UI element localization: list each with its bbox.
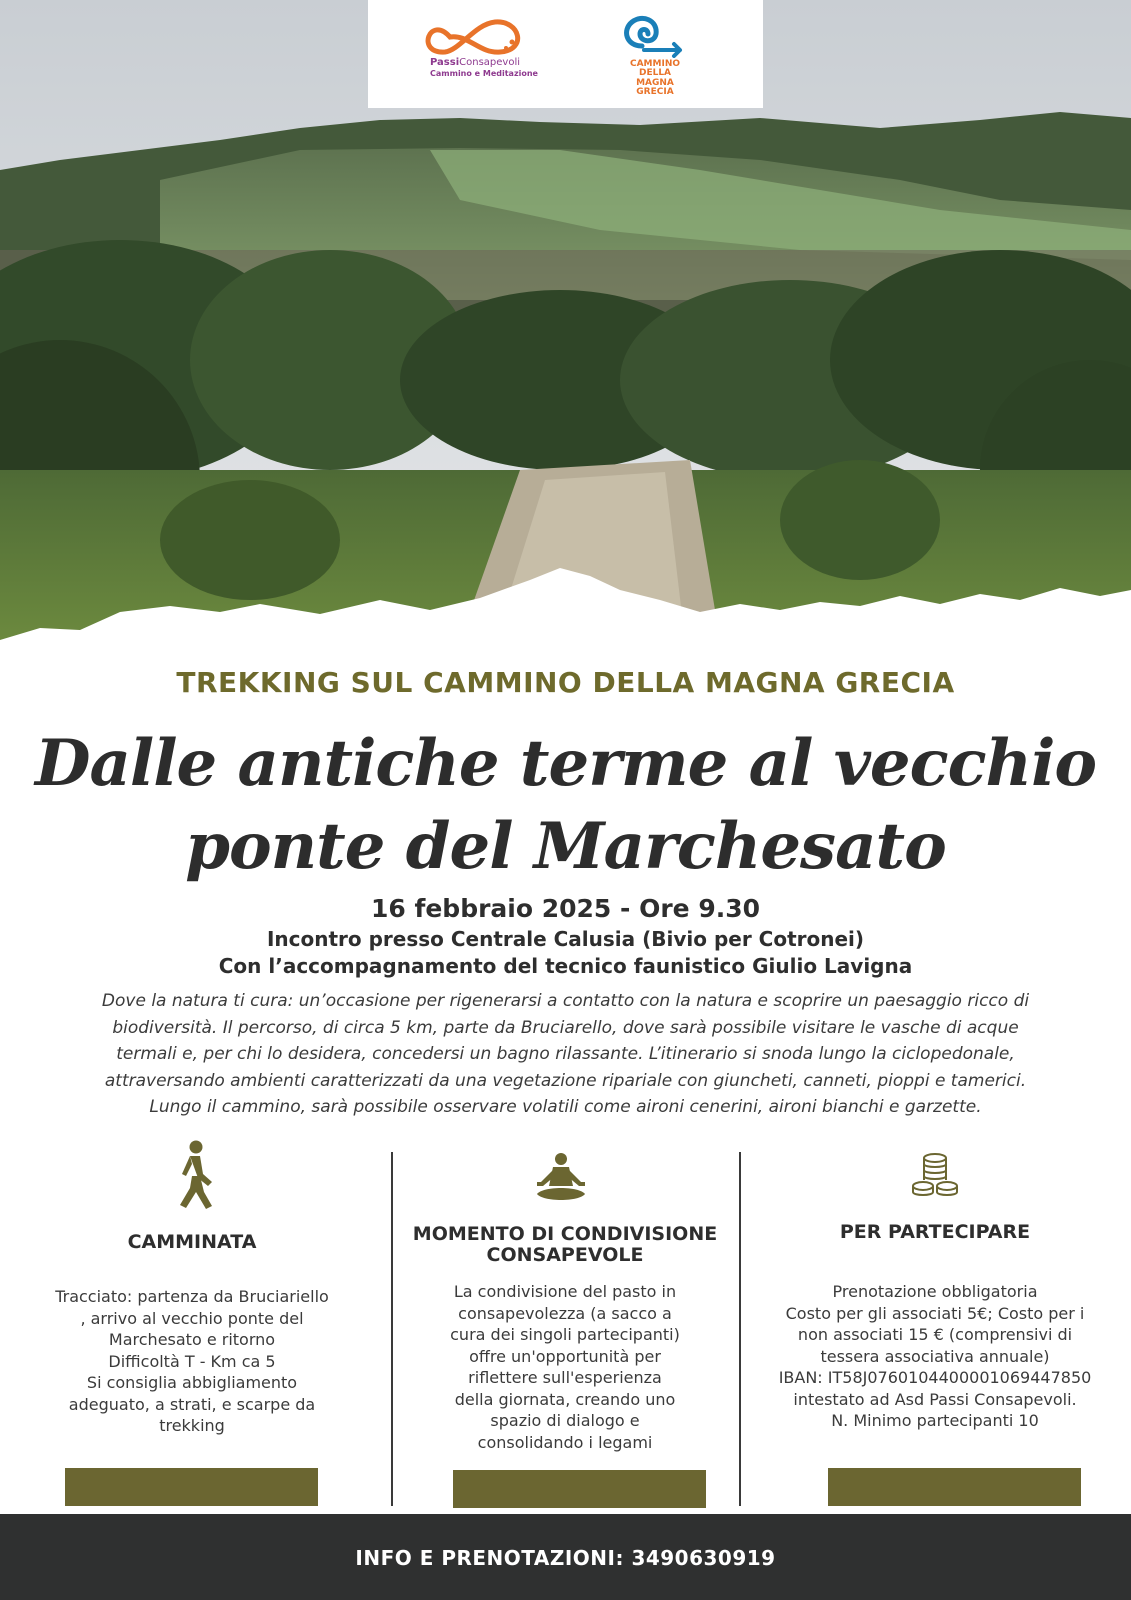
walking-person-icon [172,1140,216,1210]
olive-bar [828,1468,1081,1506]
passi-consapevoli-logo-text: PassiConsapevoli Cammino e Meditazione [430,57,538,78]
magna-grecia-logo-text: CAMMINO DELLA MAGNA GRECIA [629,59,680,98]
body-line: offre un'opportunità per [469,1346,661,1366]
column-title: CAMMINATA [127,1231,257,1253]
event-title-line-1: Dalle antiche terme al vecchio [34,726,1097,801]
column-body [22,1286,362,1437]
body-line: Si consiglia abbigliamento [86,1373,298,1392]
column-body [395,1281,735,1453]
description-line: termali e, per chi lo desidera, concedersi un bagno rilassante. L’itinerario si snoda lungo la ciclopedonale, [116,1044,1015,1064]
body-line: non associati 15 € (comprensivi di [797,1325,1073,1344]
coins-icon [911,1152,959,1198]
logo-banner [368,0,763,108]
body-line: IBAN: IT58J0760104400001069447850 [778,1368,1092,1387]
body-line: Tracciato: partenza da Bruciariello [55,1287,329,1306]
body-line: riflettere sull'esperienza [468,1368,662,1387]
body-line: , arrivo al vecchio ponte del [80,1308,304,1328]
body-line: Difficoltà T - Km ca 5 [108,1351,276,1371]
infinity-logo-icon [420,14,530,60]
column-title: PER PARTECIPARE [839,1221,1031,1243]
body-line: Marchesato e ritorno [108,1330,276,1349]
body-line: consapevolezza (a sacco a [458,1303,672,1323]
event-tagline: TREKKING SUL CAMMINO DELLA MAGNA GRECIA [176,666,955,699]
guide-info: Con l’accompagnamento del tecnico faunistico Giulio Lavigna [218,954,913,978]
olive-bar [65,1468,318,1506]
body-line: Costo per gli associati 5€; Costo per i [785,1303,1085,1323]
body-line: N. Minimo partecipanti 10 [831,1411,1039,1430]
column-body [745,1281,1125,1432]
title-line: CONSAPEVOLE [486,1244,644,1266]
body-line: adeguato, a strati, e scarpe da [68,1394,316,1414]
column-title [395,1224,735,1266]
meeting-point: Incontro presso Centrale Calusia (Bivio per Cotronei) [266,927,865,951]
body-line: intestato ad Asd Passi Consapevoli. [793,1389,1077,1409]
description-line: attraversando ambienti caratterizzati da una vegetazione ripariale con giuncheti, canneti, pioppi e tamerici. [104,1070,1027,1091]
column-divider [739,1152,741,1506]
title-line: MOMENTO DI CONDIVISIONE [412,1223,718,1245]
body-line: La condivisione del pasto in [453,1282,677,1301]
booking-info: INFO E PRENOTAZIONI: 3490630919 [355,1546,776,1570]
description-line: Lungo il cammino, sarà possibile osservare volatili come aironi cenerini, aironi bianchi e garzette. [149,1097,982,1117]
body-line: della giornata, creando uno [454,1389,676,1409]
meditation-icon [533,1152,589,1204]
description-line: biodiversità. Il percorso, di circa 5 km, parte da Bruciarello, dove sarà possibile visitare le vasche di acque [112,1017,1019,1038]
body-line: cura dei singoli partecipanti) [450,1325,680,1344]
body-line: consolidando i legami [477,1432,653,1452]
event-date: 16 febbraio 2025 - Ore 9.30 [370,894,761,923]
snail-spiral-logo-icon [618,8,690,58]
body-line: tessera associativa annuale) [820,1346,1050,1366]
event-title-line-2: ponte del Marchesato [185,809,946,884]
body-line: spazio di dialogo e [490,1411,640,1430]
event-description [40,988,1091,1121]
body-line: trekking [159,1416,225,1435]
description-line: Dove la natura ti cura: un’occasione per rigenerarsi a contatto con la natura e scoprire un paesaggio ricco di [101,991,1030,1011]
column-divider [391,1152,393,1506]
body-line: Prenotazione obbligatoria [832,1282,1038,1301]
olive-bar [453,1470,706,1508]
